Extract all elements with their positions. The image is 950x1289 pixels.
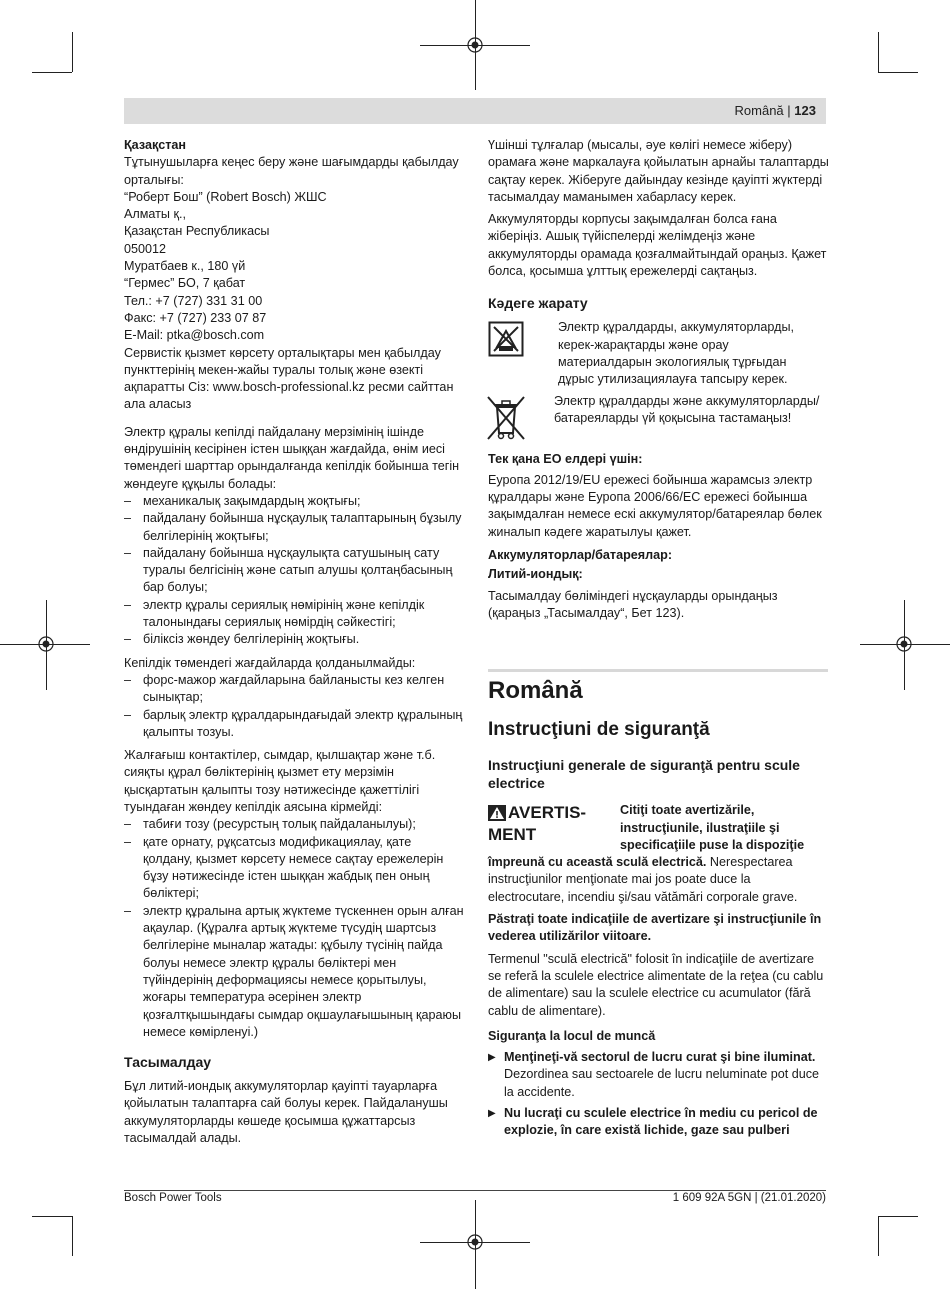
transport-paragraph-2: Аккумуляторды корпусы зақымдалған болса ғана жіберіңіз. Ашық түйіспелерді желімдеңіз және аккумуляторды орамада қозғалмайтындай ораңыз. Қажет болса, қосымша ұлттық ережелерді сақтаңыз.: [488, 212, 827, 279]
transport-text: Бұл литий-иондық аккумуляторлар қауіпті тауарларға қойылатын талаптарға сай болуы керек. Пайдаланушы аккумуляторларды көшеде қосымша құжаттарсыз тасымалдай алады.: [124, 1079, 448, 1146]
crop-mark: [72, 1216, 73, 1256]
footer-divider: [124, 1190, 826, 1191]
li-ion-heading: Литий-иондық:: [488, 567, 583, 582]
crop-mark: [878, 1216, 918, 1217]
crop-mark: [72, 32, 73, 72]
section-divider: [488, 669, 828, 672]
header-text: [735, 103, 816, 118]
not-covered-list: [124, 672, 464, 741]
workplace-list: [488, 1049, 828, 1139]
service-address: Тұтынушыларға кеңес беру және шағымдарды қабылдау орталығы: “Роберт Бош” (Robert Bosch) ЖШС Алматы қ., Қазақстан Республикасы 050012 Муратбаев к., 180 үй “Гермес” БО, 7 қабат Тел.: +7 (727) 331 31 00 Факс: +7 (727) 233 07 87 E-Mail: ptka@bosch.com Сервистік қызмет көрсету орталықтары мен қабылдау пункттерінің мекен-жайы туралы толық және өзекті ақпаратты Сіз: www.bosch-professional.kz ресми сайттан ала аласыз: [124, 155, 459, 412]
transport-heading: Тасымалдау: [124, 1054, 212, 1071]
bin-text: Электр құралдарды және аккумуляторларды/ батареяларды үй қоқысына тастамаңыз!: [554, 393, 820, 425]
recycle-text: Электр құралдарды, аккумуляторларды, керек-жарақтарды және орау материалдарын экологиялық тұрғыдан дұрыс утилизациялауға тапсыру керек.: [558, 320, 795, 387]
workplace-heading: Siguranţa la locul de muncă: [488, 1028, 656, 1043]
list-item: – механикалық зақымдардың жоқтығы;: [124, 493, 464, 510]
batteries-heading: Аккумуляторлар/батареялар:: [488, 548, 673, 563]
warning-continuation: împreună cu această sculă electrică. Nerespectarea instrucţiunilor menţionate mai jos poate duce la electrocutare, incendiu şi/sau vătămări corporale grave.: [488, 855, 798, 904]
footer-doc-code: 1 609 92A 5GN | (21.01.2020): [672, 1192, 826, 1204]
disposal-recycle-row: [488, 319, 828, 388]
list-item: – қате орнату, рұқсатсыз модификациялау, қате қолдану, қызмет көрсету немесе сақтау ережелерін бұзу нәтижесінде істен шыққан жабдық пен оның бөліктері;: [124, 834, 464, 903]
crossed-bin-icon: [484, 393, 528, 443]
list-item: – пайдалану бойынша нұсқаулық талаптарының бұзылу белгілерінің жоқтығы;: [124, 510, 464, 545]
warranty-conditions-list: [124, 493, 464, 649]
term-definition: Termenul "sculă electrică" folosit în indicaţiile de avertizare se referă la sculele electrice alimentate de la reţea (cu cablu de alimentare) sau la sculele electrice cu acumulator (fără cablu de alimentare).: [488, 951, 824, 1018]
list-item: – пайдалану бойынша нұсқаулықта сатушының сату туралы белгісінің және сатып алушы қолтаңбасының бар болуы;: [124, 545, 464, 597]
keep-instructions: Păstraţi toate indicaţiile de avertizare şi instrucţiunile în vederea utilizărilor viitoare.: [488, 912, 822, 944]
ro-general-title: Instrucţiuni generale de siguranţă pentru scule electrice: [488, 757, 800, 792]
recycle-icon: [488, 321, 524, 357]
li-ion-text: Тасымалдау бөліміндегі нұсқауларды орындаңыз (қараңыз „Тасымалдау“, Бет 123).: [488, 588, 778, 620]
warning-triangle-icon: [488, 805, 506, 821]
registration-mark-icon: [37, 635, 55, 653]
footer-brand: Bosch Power Tools: [124, 1192, 222, 1204]
kz-heading: Қазақстан: [124, 138, 187, 152]
header-separator: |: [787, 103, 791, 118]
list-item: ▶ Nu lucraţi cu sculele electrice în mediu cu pericol de explozie, în care există lichide, gaze sau pulberi: [488, 1105, 828, 1140]
disposal-heading: Кәдеге жарату: [488, 295, 588, 312]
crop-mark: [32, 72, 72, 73]
wear-intro: Жалғағыш контактілер, сымдар, қылшақтар және т.б. сияқты құрал бөліктерінің қызмет ету мерзімін қысқартатын қалыпты тозу нәтижесінде қажеттілігі туындаған жөндеу кепілдік аясына кірмейді:: [124, 748, 436, 814]
list-item: – табиғи тозу (ресурстың толық пайдаланылуы);: [124, 816, 464, 833]
crop-mark: [878, 72, 918, 73]
disposal-bin-row: [488, 393, 828, 443]
list-item: – форс-мажор жағдайларына байланысты кез келген сынықтар;: [124, 672, 464, 707]
eu-heading: Тек қана ЕО елдері үшін:: [488, 451, 643, 466]
list-item: – біліксіз жөндеу белгілерінің жоқтығы.: [124, 631, 464, 648]
registration-mark-icon: [895, 635, 913, 653]
list-item: – барлық электр құралдарындағыдай электр құралының қалыпты тозуы.: [124, 707, 464, 742]
right-column: [488, 137, 828, 1140]
warning-label: AVERTIS- MENT: [488, 803, 587, 845]
wear-list: [124, 816, 464, 1041]
crop-mark: [32, 1216, 72, 1217]
not-covered-intro: Кепілдік төмендегі жағдайларда қолданылмайды:: [124, 655, 416, 670]
list-item: – электр құралына артық жүктеме түскеннен орын алған ақаулар. (Құралға артық жүктеме түсудің шартсыз белгілеріне мыналар жатады: құбылу түсінің пайда болуы немесе электр құралы бөліктері мен түйіндерінің деформациясы немесе қорытылуы, жоғары температура әсерінен электр қозғалтқышындағы сымдар оқшаулағышының қараюы немесе көмірленуі.): [124, 903, 464, 1041]
page-header: [124, 98, 826, 124]
warranty-intro: Электр құралы кепілді пайдалану мерзімінің ішінде өндірушінің кесірінен істен шыққан жағдайда, өнім иесі төмендегі шарттар орындалғанда кепілдік бойынша тегін жөндеуге құқылы болады:: [124, 424, 460, 491]
header-language: Română: [734, 103, 784, 118]
transport-paragraph-1: Үшінші тұлғалар (мысалы, әуе көлігі немесе жіберу) орамаға және маркалауға қойылатын арнайы талаптарды сақтау керек. Жіберуге дайындау кезінде қауіпті жүктерді тасымалдау маманымен хабарласу керек.: [488, 138, 829, 204]
registration-mark-icon: [466, 1233, 484, 1251]
page-number: 123: [794, 103, 816, 118]
registration-mark-icon: [466, 36, 484, 54]
left-column: [124, 137, 464, 1152]
crop-mark: [878, 1216, 879, 1256]
list-item: – электр құралы сериялық нөмірінің және кепілдік талонындағы сериялық нөмірдің сәйкестігі;: [124, 597, 464, 632]
list-item: ▶ Menţineţi-vă sectorul de lucru curat şi bine iluminat. Dezordinea sau sectoarele de lucru neluminate pot duce la accidente.: [488, 1049, 828, 1101]
ro-language-title: Română: [488, 677, 583, 705]
crop-mark: [878, 32, 879, 72]
warning-bold-text: Citiţi toate avertizările, instrucţiunile, ilustraţiile şi specificaţiile puse la dispoziţie: [620, 803, 805, 852]
ro-safety-title: Instrucţiuni de siguranţă: [488, 719, 710, 741]
warning-block: [488, 802, 828, 854]
eu-text: Еуропа 2012/19/EU ережесі бойынша жарамсыз электр құралдары және Еуропа 2006/66/EC ережесі бойынша зақымдалған немесе ескі аккумулятор/батареялар бөлек жиналып кәдеге жаратылуы қажет.: [488, 472, 822, 539]
